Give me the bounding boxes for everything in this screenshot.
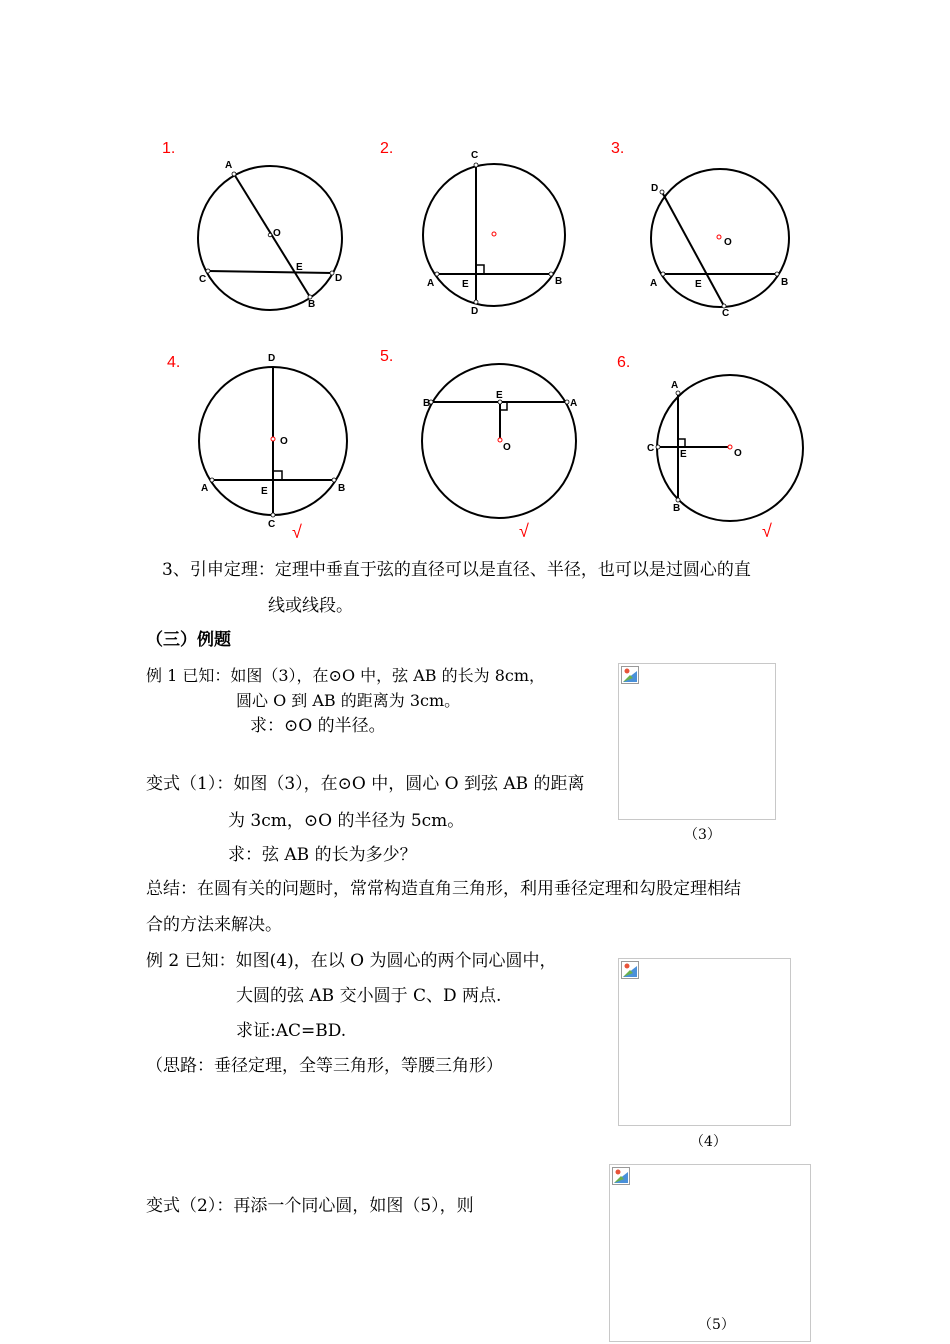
example2-line-2: 大圆的弦 AB 交小圆于 C、D 两点. (236, 986, 502, 1006)
figure-2-number: 2. (380, 140, 394, 157)
label-O: O (273, 228, 281, 239)
circle-figures (0, 0, 950, 560)
label-A: A (201, 483, 209, 494)
example2-line-1: 例 2 已知：如图(4)，在以 O 为圆心的两个同心圆中， (146, 951, 557, 971)
broken-image-icon (621, 666, 639, 684)
figure-4-number: 4. (167, 354, 181, 371)
broken-image-icon (621, 961, 639, 979)
check-mark-4: √ (292, 522, 302, 542)
variant2-line-1: 变式（2）：再添一个同心圆，如图（5），则 (146, 1196, 474, 1216)
check-mark-5: √ (519, 521, 529, 541)
variant1-line-1: 变式（1）：如图（3），在⊙O 中，圆心 O 到弦 AB 的距离 (146, 774, 585, 794)
figure-4-caption: （4） (690, 1134, 727, 1150)
label-O: O (280, 436, 288, 447)
figure-3 (611, 140, 789, 319)
label-A: A (427, 278, 435, 289)
example1-line-3: 求：⊙O 的半径。 (250, 716, 386, 736)
label-A: A (671, 380, 679, 391)
label-D: D (268, 353, 276, 364)
label-C: C (268, 519, 276, 530)
label-E: E (496, 390, 503, 401)
example1-line-2: 圆心 O 到 AB 的距离为 3cm。 (236, 691, 461, 710)
figure-1-number: 1. (162, 140, 176, 157)
label-O: O (734, 448, 742, 459)
label-C: C (199, 274, 207, 285)
label-B: B (555, 276, 563, 287)
figure-1 (162, 140, 342, 310)
figure-5-caption: （5） (698, 1317, 735, 1333)
broken-image-icon (612, 1167, 630, 1185)
label-B: B (673, 503, 681, 514)
figure-5 (380, 348, 577, 541)
label-C: C (647, 443, 655, 454)
label-D: D (651, 183, 659, 194)
label-A: A (650, 278, 658, 289)
label-E: E (462, 279, 469, 290)
figure-3-number: 3. (611, 140, 625, 157)
label-B: B (338, 483, 346, 494)
check-mark-6: √ (762, 521, 772, 541)
label-C: C (471, 150, 479, 161)
label-A: A (225, 160, 233, 171)
figure-3-caption: （3） (684, 827, 721, 843)
theorem-line-2: 线或线段。 (268, 596, 353, 616)
label-A: A (570, 398, 578, 409)
variant1-line-3: 求：弦 AB 的长为多少？ (228, 845, 417, 865)
theorem-line-1: 3、引申定理：定理中垂直于弦的直径可以是直径、半径，也可以是过圆心的直 (162, 560, 751, 580)
example2-line-3: 求证:AC=BD. (236, 1021, 347, 1041)
section-title: （三）例题 (146, 630, 231, 650)
variant1-line-2: 为 3cm，⊙O 的半径为 5cm。 (228, 811, 465, 831)
figure-4 (167, 353, 347, 542)
figure-4-image (618, 958, 791, 1126)
label-B: B (423, 398, 431, 409)
label-E: E (695, 279, 702, 290)
figure-2 (380, 140, 565, 317)
example2-hint: （思路：垂径定理，全等三角形，等腰三角形） (146, 1056, 503, 1076)
label-E: E (261, 486, 268, 497)
label-O: O (503, 442, 511, 453)
summary-line-1: 总结：在圆有关的问题时，常常构造直角三角形，利用垂径定理和勾股定理相结 (146, 879, 741, 899)
label-O: O (724, 237, 732, 248)
figure-6-number: 6. (617, 354, 631, 371)
label-B: B (308, 299, 316, 310)
label-C: C (722, 308, 730, 319)
figure-5-number: 5. (380, 348, 394, 365)
label-E: E (680, 449, 687, 460)
label-D: D (471, 306, 479, 317)
example1-line-1: 例 1 已知：如图（3），在⊙O 中，弦 AB 的长为 8cm， (146, 666, 546, 685)
label-E: E (296, 262, 303, 273)
summary-line-2: 合的方法来解决。 (146, 915, 282, 935)
figure-3-image (618, 663, 776, 820)
label-B: B (781, 277, 789, 288)
figure-6 (617, 354, 803, 541)
label-D: D (335, 273, 343, 284)
